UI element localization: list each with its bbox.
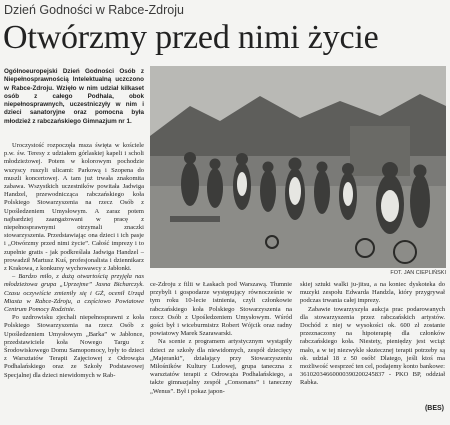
photo-parade-image bbox=[150, 66, 446, 268]
col1-quote bbox=[4, 273, 144, 314]
col1-quote-text: – Bardzo miło, z dużą otwartością przyjęła nas młodzieżowa grupa „Uprzejme” Jasna Bicharczyk. Czasu oczywiście zmieniły się i GŻ, ocenił Urząd Miasta w Rabce-Zdroju, a częściowo Powiatowe Centrum Pomocy Rodzinie. bbox=[4, 273, 144, 314]
article-headline: Otwórzmy przed nimi życie bbox=[3, 19, 379, 56]
article-lead: Ogólnoeuropejski Dzień Godności Osób z Niepełnosprawnością Intelektualną uczczono w Rabce-Zdroju. Wzięło w nim udział kilkaset osób z całego Podhala, obok niepełnosprawnych, uczestniczyły w nim i dzieci sanatoryjne oraz pomocna była młodzież z rabczańskiego Gimnazjum nr 1. bbox=[4, 68, 144, 125]
col2-paragraph-2: Na scenie z programem artystycznym wystąpiły dzieci ze szkoły dla niewidomych, zespół dziecięcy „Majeranki”, działający przy Stowarzyszeniu Miłośników Kultury Ludowej, grupa taneczna z warsztatów terapii z Odrowąża Podhalańskiego, a także gimnazjalny zespół „Consonans” i taneczny „Wenus”. Był i pokaz japon- bbox=[150, 338, 292, 395]
author-signature: (BES) bbox=[424, 405, 444, 412]
col3-paragraph-2: Zabawie towarzyszyła aukcja prac podarowanych dla stowarzyszenia przez rabczańskich artystów. Dochód z niej w wysokości ok. 600 zł zostanie przeznaczony na hipoterapię dla członków rabczańskiego koła. Niestety, pieniędzy jest wciąż mało, a w tej niezwykle skutecznej terapii potrzeby są ok. udział 18 z 50 osób! Dlatego, jeśli ktoś ma możliwość wesprzeć ten cel, podajemy konto bankowe: 36102034660000390200245837 - PKO BP, oddział Rabka. bbox=[300, 305, 445, 387]
photo-credit: FOT. JAN CIEPLIŃSKI bbox=[390, 270, 446, 276]
col3-paragraph-1: skiej sztuki walki ju-jitsu, a na koniec dyskoteka do muzyki zespołu Edwarda Handzla, który przygrywał podczas trwania całej imprezy. bbox=[300, 281, 445, 305]
article-photo bbox=[150, 66, 446, 268]
article-column-2 bbox=[150, 281, 292, 417]
article-kicker: Dzień Godności w Rabce-Zdroju bbox=[4, 3, 184, 17]
article-column-1 bbox=[4, 142, 144, 418]
col2-paragraph-1: ce-Zdroju z filii w Łaskach pod Warszawą. Tłumnie przybyli i gospodarze występujący równocześnie w tym roku 10-lecie istnienia, czyli członkowie rabczańskiego koła Polskiego Stowarzyszenia na rzecz Osób z Upośledzeniem Umysłowym. Wśród gości był i wiceburmistrz Robert Wójcik oraz radny powiatowy Marek Szarawarski. bbox=[150, 281, 292, 338]
col1-paragraph-1: Uroczystość rozpoczęła msza święta w kościele p.w. św. Teresy z udziałem górlaskiej kapeli i scholi młodzieżowej. Potem w kolorowym pochodzie wszyscy ruszyli ulicami: Parkową i Szopena do muszli koncertowej. A tam już trwała znakomita zabawa. Wszystkich uczestników powitała Jadwiga Handzel, przewodnicząca rabczańskiego koła Polskiego Stowarzyszenia na rzecz Osób z Upośledzeniem Umysłowym. A zaraz potem najbardziej zaangażowani w pracę z niepełnosprawnymi otrzymali znaczki stowarzyszenia. Przedstawiając ona dzieci i ich pasje i „Otwórzmy przed nimi życie”. Całość imprezy i to zupełnie gratis - jak podkreślała Jadwiga Handzel – prowadził Martusz Kuś, profesjonalista i dziennikarz z Krakowa, z konkursy wychowawcy z Jabłonki. bbox=[4, 142, 144, 273]
col1-paragraph-2: Po uzdrowisku zjechali niepełnosprawni z koła Polskiego Stowarzyszenia na rzecz Osób z Upośledzeniem Umysłowym „Barka” w Jabłonce, przedstawiciele koła Nowego Targu z Środowiskowego Domu Samopomocy, były to dzieci z Warsztatów Terapii Zajęciowej z Odrowąża Podhalańskiego oraz ze Szkoły Podstawowej Specjalnej dla dzieci niewidomych w Rab- bbox=[4, 314, 144, 379]
article-column-3 bbox=[300, 281, 445, 403]
